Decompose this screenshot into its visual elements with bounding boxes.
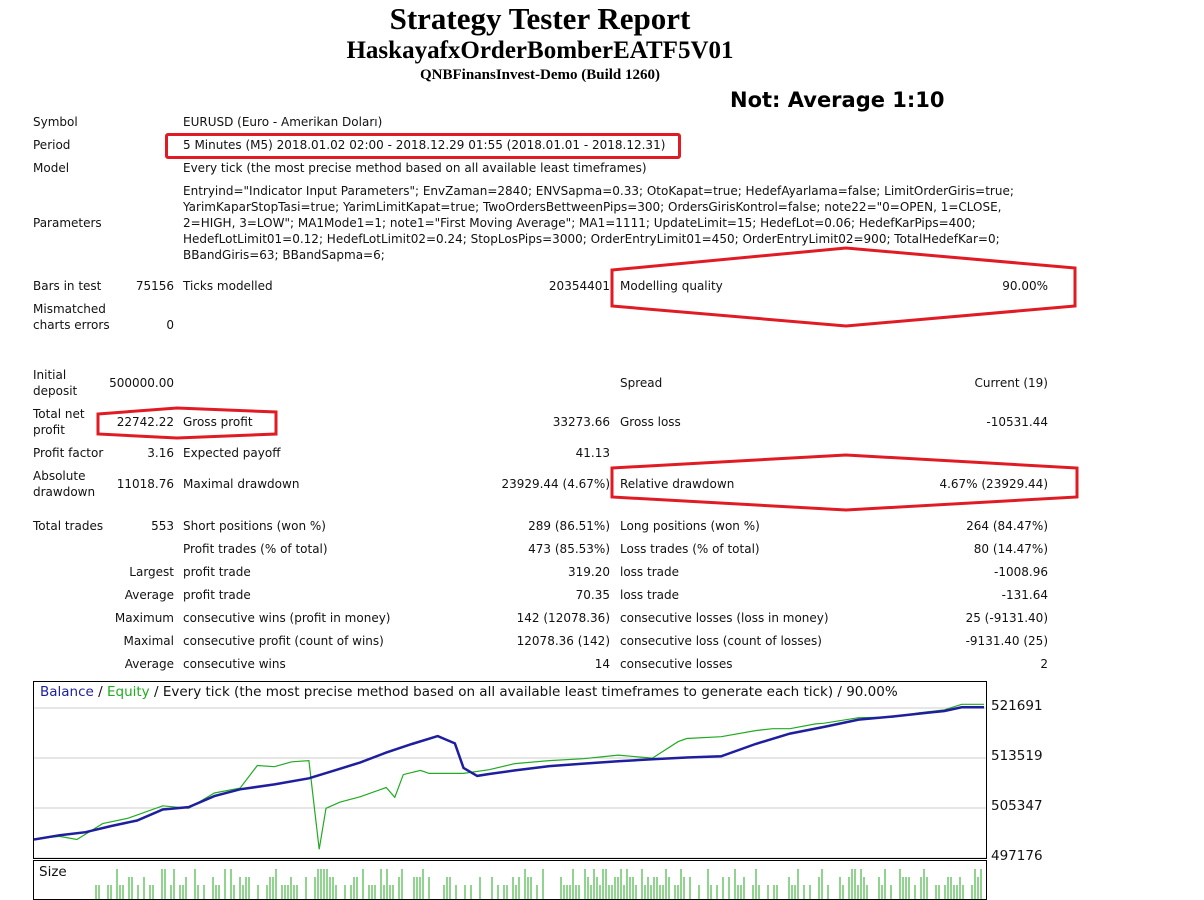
alt-value: -131.64 [1001, 588, 1048, 602]
relative-dd-highlight [612, 455, 1077, 510]
pt-label: Profit trades (% of total) [183, 542, 328, 556]
spread-value: Current (19) [974, 376, 1048, 390]
legend-equity: Equity [106, 684, 150, 700]
size-panel [33, 860, 987, 900]
ticks-label: Ticks modelled [183, 279, 273, 293]
acl-value: 2 [1040, 657, 1048, 671]
short-label: Short positions (won %) [183, 519, 326, 533]
deposit-label: Initial deposit [33, 368, 78, 398]
grossloss-value: -10531.44 [986, 415, 1048, 429]
payoff-label: Expected payoff [183, 446, 281, 460]
y-tick-label: 497176 [991, 848, 1043, 864]
grossprofit-label: Gross profit [183, 415, 253, 429]
equity-series-line [34, 704, 984, 849]
maximal-label: Maximal [123, 634, 174, 648]
balance-equity-chart [33, 681, 987, 859]
bars-value: 75156 [135, 279, 174, 293]
symbol-label: Symbol [33, 115, 78, 129]
largest-label: Largest [129, 565, 174, 579]
ea-name: HaskayafxOrderBomberEATF5V01 [346, 37, 734, 64]
quality-highlight [612, 248, 1075, 326]
quality-label: Modelling quality [620, 279, 723, 293]
long-value: 264 (84.47%) [966, 519, 1048, 533]
maxdd-label: Maximal drawdown [183, 477, 300, 491]
short-value: 289 (86.51%) [528, 519, 610, 533]
long-label: Long positions (won %) [620, 519, 760, 533]
legend-balance: Balance [40, 684, 94, 700]
legend-separator: / [93, 684, 107, 700]
ticks-value: 20354401 [548, 279, 610, 293]
maxdd-value: 23929.44 (4.67%) [501, 477, 610, 491]
note-average: Not: Average 1:10 [730, 88, 945, 112]
mclo-label: consecutive loss (count of losses) [620, 634, 822, 648]
size-bars [34, 861, 986, 899]
mcl-value: 25 (-9131.40) [965, 611, 1048, 625]
grossloss-label: Gross loss [620, 415, 681, 429]
report-title: Strategy Tester Report [389, 1, 691, 36]
llt-value: -1008.96 [994, 565, 1048, 579]
symbol-value: EURUSD (Euro - Amerikan Doları) [183, 115, 383, 129]
model-label: Model [33, 161, 70, 175]
apt-value: 70.35 [575, 588, 610, 602]
mcp-label: consecutive profit (count of wins) [183, 634, 384, 648]
acl-label: consecutive losses [620, 657, 733, 671]
mismatch-label: Mismatched charts errors [33, 302, 110, 332]
pf-value: 3.16 [147, 446, 174, 460]
average-label: Average [124, 588, 174, 602]
payoff-value: 41.13 [575, 446, 610, 460]
server-build: QNBFinansInvest-Demo (Build 1260) [419, 67, 661, 83]
pf-label: Profit factor [33, 446, 104, 460]
trades-label: Total trades [33, 519, 104, 533]
y-tick-label: 505347 [991, 798, 1043, 814]
parameters-line: Entryind="Indicator Input Parameters"; EnvZaman=2840; ENVSapma=0.33; OtoKapat=true; HedefAyarlama=false; LimitOrderGiris=true; [183, 184, 1014, 198]
parameters-line: YarimKaparStopTasi=true; YarimLimitKapat=true; TwoOrdersBettweenPips=300; OrdersGirisKontrol=false; note22="0=OPEN, 1=CLOSE, [183, 200, 1002, 214]
lt-value: 80 (14.47%) [973, 542, 1048, 556]
spread-label: Spread [620, 376, 663, 390]
apt-label: profit trade [183, 588, 251, 602]
acw-value: 14 [594, 657, 610, 671]
quality-value: 90.00% [1002, 279, 1048, 293]
lpt-label: profit trade [183, 565, 251, 579]
y-tick-label: 521691 [991, 698, 1043, 714]
model-value: Every tick (the most precise method based on all available least timeframes) [183, 161, 647, 175]
bars-label: Bars in test [33, 279, 102, 293]
chart-plot [34, 682, 986, 858]
parameters-line: HedefLotLimit01=0.12; HedefLotLimit02=0.24; StopLosPips=3000; OrderEntryLimit01=450; OrderEntryLimit02=900; TotalHedefKar=0; [183, 232, 1000, 246]
balance-series-line [34, 707, 984, 839]
mclo-value: -9131.40 (25) [965, 634, 1048, 648]
llt-label: loss trade [620, 565, 679, 579]
size-label: Size [39, 864, 67, 880]
reldd-value: 4.67% (23929.44) [939, 477, 1048, 491]
absdd-label: Absolute drawdown [33, 469, 96, 499]
mcw-value: 142 (12078.36) [516, 611, 610, 625]
reldd-label: Relative drawdown [620, 477, 735, 491]
acw-label: consecutive wins [183, 657, 286, 671]
mcl-label: consecutive losses (loss in money) [620, 611, 829, 625]
mcw-label: consecutive wins (profit in money) [183, 611, 391, 625]
mcp-value: 12078.36 (142) [516, 634, 610, 648]
netprofit-label: Total net profit [33, 407, 85, 437]
legend-description: / Every tick (the most precise method based on all available least timeframes to generate each tick) / 90.00% [149, 684, 898, 700]
grossprofit-value: 33273.66 [552, 415, 610, 429]
period-label: Period [33, 138, 71, 152]
netprofit-value: 22742.22 [116, 415, 174, 429]
parameters-line: 2=HIGH, 3=LOW"; MA1Mode1=1; note1="First Moving Average"; MA1=1111; UpdateLimit=15; HedefLot=0.06; HedefKarPips=400; [183, 216, 976, 230]
net-profit-highlight [98, 408, 276, 438]
alt-label: loss trade [620, 588, 679, 602]
average2-label: Average [124, 657, 174, 671]
y-tick-label: 513519 [991, 748, 1043, 764]
mismatch-value: 0 [166, 318, 174, 332]
lpt-value: 319.20 [568, 565, 610, 579]
absdd-value: 11018.76 [116, 477, 174, 491]
lt-label: Loss trades (% of total) [620, 542, 760, 556]
parameters-label: Parameters [33, 216, 102, 230]
period-value: 5 Minutes (M5) 2018.01.02 02:00 - 2018.12.29 01:55 (2018.01.01 - 2018.12.31) [183, 138, 666, 152]
pt-value: 473 (85.53%) [528, 542, 610, 556]
deposit-value: 500000.00 [109, 376, 174, 390]
trades-value: 553 [151, 519, 174, 533]
maximum-label: Maximum [114, 611, 174, 625]
parameters-line: BBandGiris=63; BBandSapma=6; [183, 248, 385, 262]
